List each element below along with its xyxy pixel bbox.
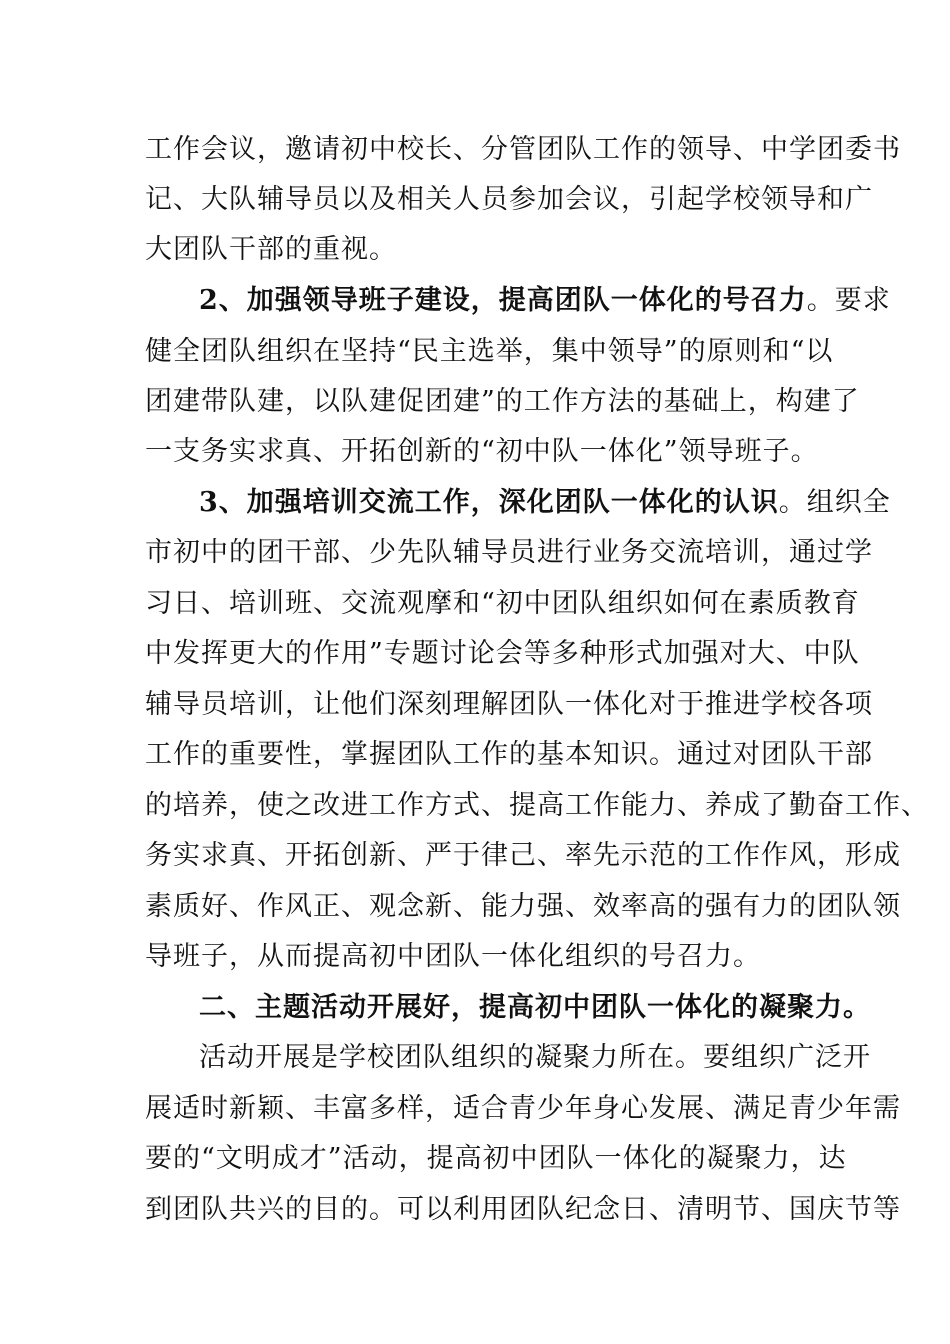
text-line: 工作会议，邀请初中校长、分管团队工作的领导、中学团委书 xyxy=(145,134,901,165)
text-line: 活动开展是学校团队组织的凝聚力所在。要组织广泛开 xyxy=(199,1042,871,1073)
text-line: 工作的重要性，掌握团队工作的基本知识。通过对团队干部 xyxy=(145,739,873,770)
text-line: 到团队共兴的目的。可以利用团队纪念日、清明节、国庆节等 xyxy=(145,1194,901,1225)
text-line: 中发挥更大的作用”专题讨论会等多种形式加强对大、中队 xyxy=(145,638,860,669)
text-line: 务实求真、开拓创新、严于律己、率先示范的工作作风，形成 xyxy=(145,840,901,871)
text-line: 的培养，使之改进工作方式、提高工作能力、养成了勤奋工作、 xyxy=(145,790,929,821)
text-line: 一支务实求真、开拓创新的“初中队一体化”领导班子。 xyxy=(145,436,819,467)
text-line: 团建带队建，以队建促团建”的工作方法的基础上，构建了 xyxy=(145,386,860,417)
text-line: 要的“文明成才”活动，提高初中团队一体化的凝聚力，达 xyxy=(145,1143,847,1174)
text-line: 记、大队辅导员以及相关人员参加会议，引起学校领导和广 xyxy=(145,184,873,215)
text-line: 市初中的团干部、少先队辅导员进行业务交流培训，通过学 xyxy=(145,537,873,568)
section-2-heading: 二、主题活动开展好，提高初中团队一体化的凝聚力。 xyxy=(199,992,871,1023)
text-line: 习日、培训班、交流观摩和“初中团队组织如何在素质教育 xyxy=(145,588,860,619)
item-3-tail: 。组织全 xyxy=(778,487,891,518)
text-line: 展适时新颖、丰富多样，适合青少年身心发展、满足青少年需 xyxy=(145,1093,901,1124)
text-line: 素质好、作风正、观念新、能力强、效率高的强有力的团队领 xyxy=(145,891,901,922)
text-line: 健全团队组织在坚持“民主选举，集中领导”的原则和“以 xyxy=(145,336,834,367)
item-3-heading: 3、加强培训交流工作，深化团队一体化的认识 xyxy=(199,487,779,518)
item-2-line xyxy=(199,284,891,318)
text-line: 辅导员培训，让他们深刻理解团队一体化对于推进学校各项 xyxy=(145,689,873,720)
item-2-heading: 2、加强领导班子建设，提高团队一体化的号召力 xyxy=(199,285,807,316)
item-2-tail: 。要求 xyxy=(806,285,891,316)
item-3-line xyxy=(199,486,891,520)
text-line: 大团队干部的重视。 xyxy=(145,234,397,265)
text-line: 导班子，从而提高初中团队一体化组织的号召力。 xyxy=(145,941,761,972)
